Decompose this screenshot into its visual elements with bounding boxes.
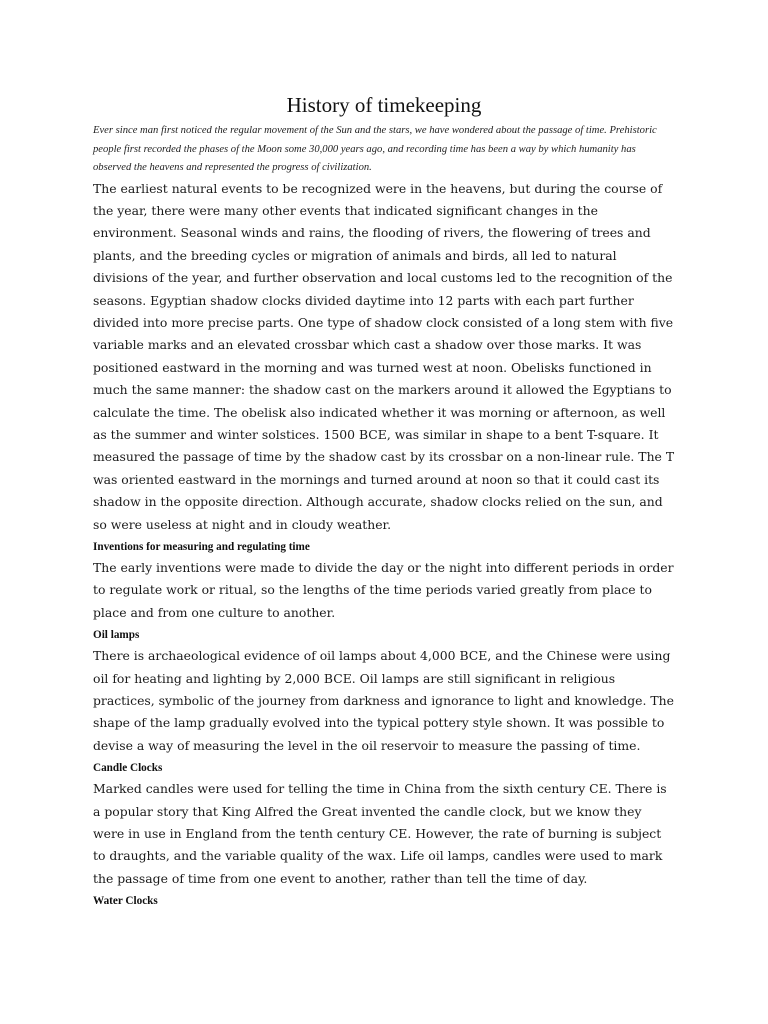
body-paragraph-shadow-clocks: The earliest natural events to be recognized were in the heavens, but during the course of the year, there were many other events that indicated significant changes in the environment. Seasonal winds and rains, the flooding of rivers, the flowering of trees and plants, and the breeding cycles or migration of animals and birds, all led to natural divisions of the year, and further observation and local customs led to the recognition of the seasons. Egyptian shadow clocks divided daytime into 12 parts with each part further divided into more precise parts. One type of shadow clock consisted of a long stem with five variable marks and an elevated crossbar which cast a shadow over those marks. It was positioned eastward in the morning and was turned west at noon. Obelisks functioned in much the same manner: the shadow cast on the markers around it allowed the Egyptians to calculate the time. The obelisk also indicated whether it was morning or afternoon, as well as the summer and winter solstices. 1500 BCE, was similar in shape to a bent T-square. It measured the passage of time by the shadow cast by its crossbar on a non-linear rule. The T was oriented eastward in the mornings and turned around at noon so that it could cast its shadow in the opposite direction. Although accurate, shadow clocks relied on the sun, and so were useless at night and in cloudy weather.: [93, 180, 675, 532]
section-heading-water-clocks: Water Clocks: [93, 895, 158, 908]
intro-paragraph: Ever since man first noticed the regular movement of the Sun and the stars, we have wondered about the passage of time. Prehistoric people first recorded the phases of the Moon some 30,000 years ago, and recording time has been a way by which humanity has observed the heavens and represented the progress of civilization.: [93, 125, 657, 173]
section-heading-oil-lamps: Oil lamps: [93, 629, 140, 642]
page-title: History of timekeeping: [286, 93, 482, 117]
section-heading-candle-clocks: Candle Clocks: [93, 762, 163, 775]
section-heading-inventions: Inventions for measuring and regulating time: [93, 541, 310, 553]
body-paragraph-candle-clocks: Marked candles were used for telling the time in China from the sixth century CE. There is a popular story that King Alfred the Great invented the candle clock, but we know they were in use in England from the tenth century CE. However, the rate of burning is subject to draughts, and the variable quality of the wax. Life oil lamps, candles were used to mark the passage of time from one event to another, rather than tell the time of day.: [93, 781, 667, 886]
document-page: [93, 92, 675, 911]
body-paragraph-oil-lamps: There is archaeological evidence of oil lamps about 4,000 BCE, and the Chinese were using oil for heating and lighting by 2,000 BCE. Oil lamps are still significant in religious practices, symbolic of the journey from darkness and ignorance to light and knowledge. The shape of the lamp gradually evolved into the typical pottery style shown. It was possible to devise a way of measuring the level in the oil reservoir to measure the passing of time.: [93, 648, 674, 753]
body-paragraph-inventions: The early inventions were made to divide the day or the night into different periods in order to regulate work or ritual, so the lengths of the time periods varied greatly from place to place and from one culture to another.: [93, 560, 674, 620]
